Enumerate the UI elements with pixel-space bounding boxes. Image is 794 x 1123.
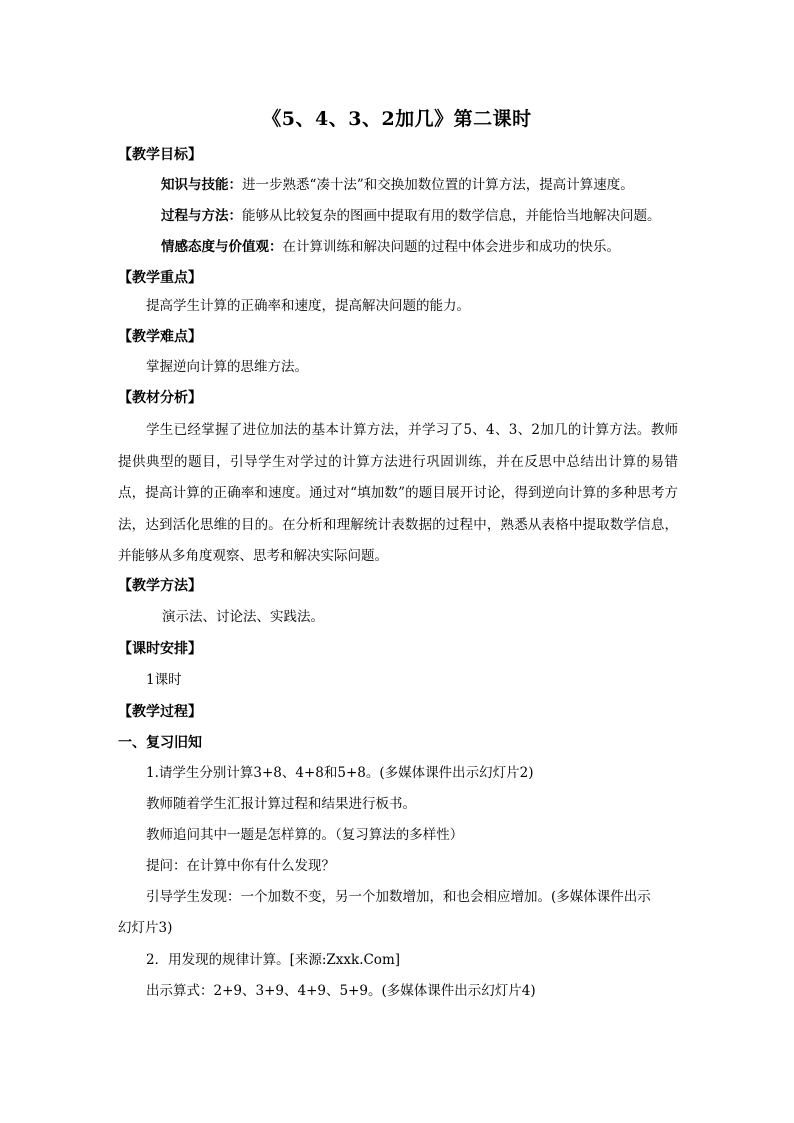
analysis-heading: 【教材分析】 (118, 390, 202, 406)
objective-knowledge (161, 175, 634, 195)
difficulties-heading: 【教学难点】 (118, 329, 202, 345)
objective-emotion (161, 237, 620, 257)
objective-text: 能够从比较复杂的图画中提取有用的数学信息，并能恰当地解决问题。 (242, 208, 661, 224)
difficulties-text: 掌握逆向计算的思维方法。 (146, 359, 308, 375)
schedule-text: 1课时 (146, 672, 182, 688)
process-line: 幻灯片3) (118, 920, 173, 936)
objective-label: 过程与方法： (161, 208, 242, 224)
key-points-text: 提高学生计算的正确率和速度，提高解决问题的能力。 (146, 298, 470, 314)
objective-label: 知识与技能： (161, 177, 242, 193)
analysis-paragraph: 学生已经掌握了进位加法的基本计算方法，并学习了5、4、3、2加几的计算方法。教师提供典型的题目，引导学生对学过的计算方法进行巩固训练，并在反思中总结出计算的易错点，提高计算的正确率和速度。通过对“填加数”的题目展开讨论，得到逆向计算的多种思考方法，达到活化思维的目的。在分析和理解统计表数据的过程中，熟悉从表格中提取数学信息，并能够从多角度观察、思考和解决实际问题。 (118, 422, 678, 565)
process-line: 教师随着学生汇报计算过程和结果进行板书。 (146, 796, 416, 812)
process-line: 1.请学生分别计算3+8、4+8和5+8。(多媒体课件出示幻灯片2) (146, 765, 534, 781)
process-line: 教师追问其中一题是怎样算的。（复习算法的多样性） (146, 827, 464, 843)
objective-text: 进一步熟悉“凑十法”和交换加数位置的计算方法，提高计算速度。 (242, 177, 634, 193)
methods-text: 演示法、讨论法、实践法。 (162, 609, 324, 625)
key-points-heading: 【教学重点】 (118, 270, 202, 286)
objective-text: 在计算训练和解决问题的过程中体会进步和成功的快乐。 (282, 239, 620, 255)
schedule-heading: 【课时安排】 (118, 641, 202, 657)
process-heading: 【教学过程】 (118, 704, 202, 720)
process-line: 引导学生发现：一个加数不变，另一个加数增加，和也会相应增加。(多媒体课件出示 (146, 889, 651, 905)
objective-label: 情感态度与价值观： (161, 239, 283, 255)
process-line: 出示算式：2+9、3+9、4+9、5+9。(多媒体课件出示幻灯片4) (146, 983, 536, 999)
process-line: 2．用发现的规律计算。[来源:Zxxk.Com] (146, 952, 401, 968)
objectives-heading: 【教学目标】 (118, 147, 202, 163)
review-section-title: 一、复习旧知 (118, 735, 202, 751)
objective-process (161, 206, 661, 226)
document-title: 《5、4、3、2加几》第二课时 (262, 108, 532, 130)
process-line: 提问：在计算中你有什么发现？ (146, 858, 335, 874)
methods-heading: 【教学方法】 (118, 578, 202, 594)
